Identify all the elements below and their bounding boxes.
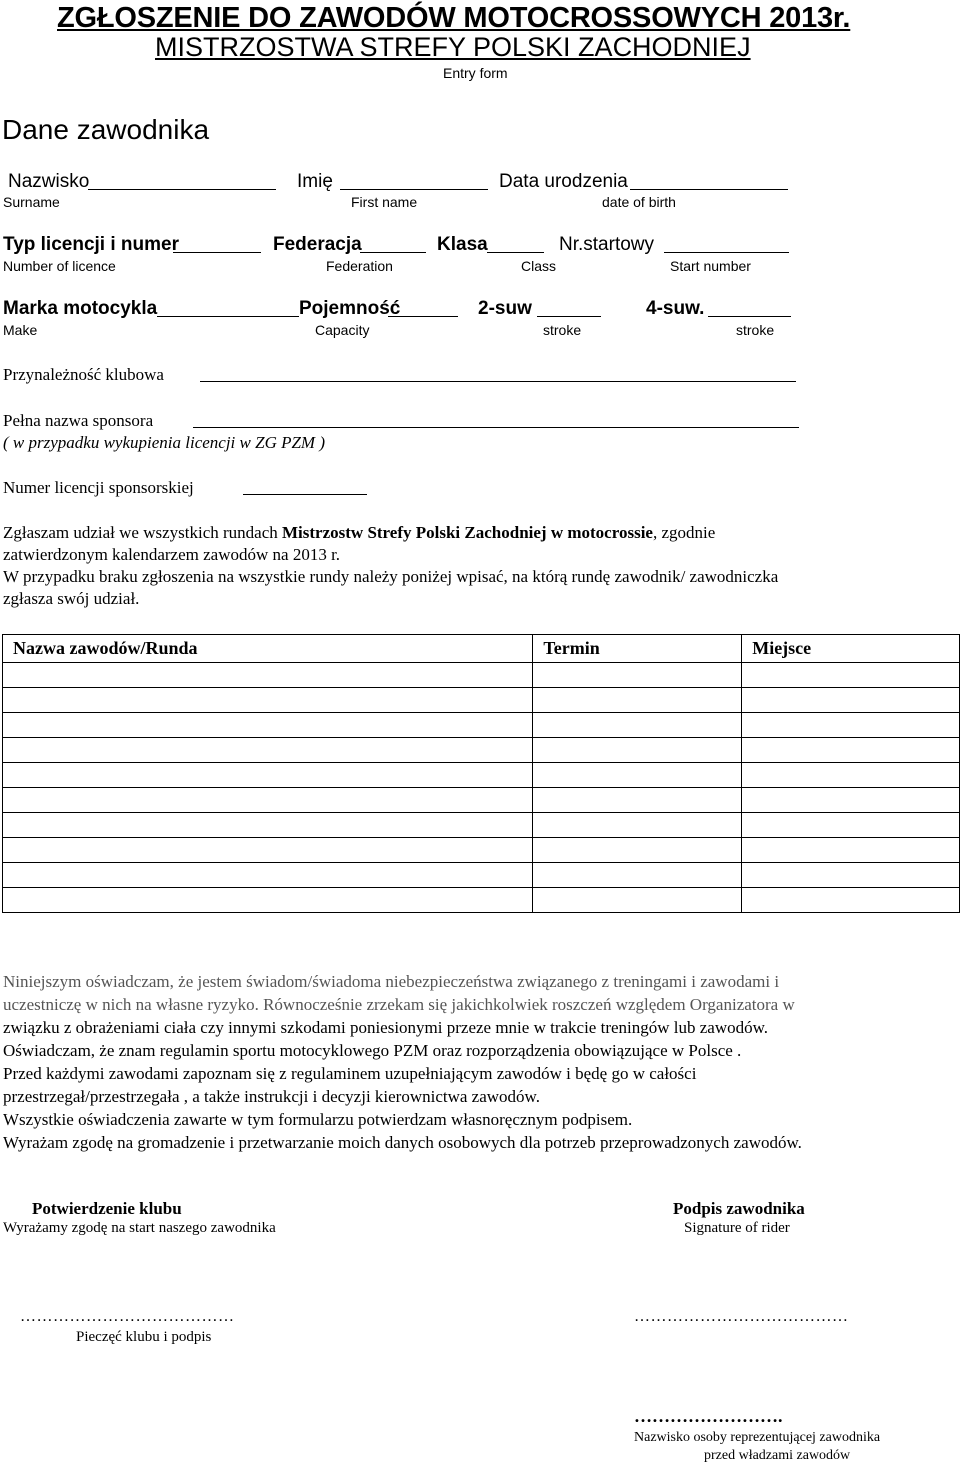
stamp-label: Pieczęć klubu i podpis xyxy=(76,1329,212,1345)
two-stroke-field[interactable] xyxy=(537,316,601,317)
surname-field[interactable] xyxy=(88,189,276,190)
table-row xyxy=(3,863,960,888)
first-name-label: Imię xyxy=(297,171,333,192)
table-row xyxy=(3,888,960,913)
declaration-text: Zgłaszam udział we wszystkich rundach Mistrzostw Strefy Polski Zachodniej w motocrossie, zgodnie zatwierdzonym kalendarzem zawodów na 2013 r. W przypadku braku zgłoszenia na wszystkie rundy należy poniżej wpisać, na którą rundę zawodnik/ zawodniczka zgłasza swój udział. xyxy=(3,523,779,608)
table-row xyxy=(3,788,960,813)
place-cell[interactable] xyxy=(742,788,960,813)
date-cell[interactable] xyxy=(533,763,742,788)
place-cell[interactable] xyxy=(742,838,960,863)
capacity-field[interactable] xyxy=(388,316,458,317)
table-row xyxy=(3,738,960,763)
date-cell[interactable] xyxy=(533,713,742,738)
statement-text: Niniejszym oświadczam, że jestem świadom/świadoma niebezpieczeństwa związanego z treningami i zawodami i uczestniczę w nich na własne ryzyko. Równocześnie zrzekam się jakichkolwiek roszczeń względem Organizatora w związku z obrażeniami ciała czy innymi szkodami poniesionymi przeze mnie w trakcie treningów lub zawodów. Oświadczam, że znam regulamin sportu motocyklowego PZM oraz rozporządzenia obowiązujące w Polsce . Przed każdymi zawodami zapoznam się z regulaminem uzupełniającym zawodów i będę go w całości przestrzegał/przestrzegała , a także instrukcji i decyzji kierownictwa zawodów. Wszystkie oświadczenia zawarte w tym formularzu potwierdzam własnoręcznym podpisem. Wyrażam zgodę na gromadzenie i przetwarzanie moich danych osobowych dla potrzeb przeprowadzonych zawodów. xyxy=(3,972,802,1152)
round-cell[interactable] xyxy=(3,663,533,688)
make-label: Marka motocykla xyxy=(3,298,158,319)
section-title: Dane zawodnika xyxy=(2,114,210,145)
rider-signature-title: Podpis zawodnika xyxy=(673,1199,805,1218)
birth-date-label: Data urodzenia xyxy=(499,171,628,192)
class-sub: Class xyxy=(521,258,557,274)
sponsor-licence-label: Numer licencji sponsorskiej xyxy=(3,478,194,497)
round-cell[interactable] xyxy=(3,763,533,788)
column-header-date: Termin xyxy=(533,635,742,663)
four-stroke-field[interactable] xyxy=(708,316,791,317)
place-cell[interactable] xyxy=(742,863,960,888)
two-stroke-sub: stroke xyxy=(543,322,582,338)
date-cell[interactable] xyxy=(533,788,742,813)
rider-signature-sub: Signature of rider xyxy=(684,1220,790,1236)
round-cell[interactable] xyxy=(3,863,533,888)
first-name-field[interactable] xyxy=(340,189,488,190)
column-header-place: Miejsce xyxy=(742,635,960,663)
licence-label: Typ licencji i numer xyxy=(3,234,179,255)
date-cell[interactable] xyxy=(533,863,742,888)
representative-label-2: przed władzami zawodów xyxy=(704,1448,851,1463)
club-confirmation-sub: Wyrażamy zgodę na start naszego zawodnika xyxy=(3,1220,276,1236)
birth-date-sub: date of birth xyxy=(602,194,676,210)
federation-label: Federacja xyxy=(273,234,362,255)
round-cell[interactable] xyxy=(3,738,533,763)
table-row xyxy=(3,838,960,863)
birth-date-field[interactable] xyxy=(630,189,788,190)
four-stroke-label: 4-suw. xyxy=(646,298,705,319)
class-label: Klasa xyxy=(437,234,488,255)
table-row xyxy=(3,688,960,713)
start-number-field[interactable] xyxy=(664,252,789,253)
round-cell[interactable] xyxy=(3,813,533,838)
entry-form-label: Entry form xyxy=(443,65,508,81)
start-number-label: Nr.startowy xyxy=(559,234,655,255)
rider-signature-line[interactable]: ………………………………… xyxy=(634,1308,849,1325)
date-cell[interactable] xyxy=(533,688,742,713)
date-cell[interactable] xyxy=(533,738,742,763)
two-stroke-label: 2-suw xyxy=(478,298,532,319)
surname-label: Nazwisko xyxy=(8,171,90,192)
representative-label: Nazwisko osoby reprezentującej zawodnika xyxy=(634,1430,881,1445)
place-cell[interactable] xyxy=(742,663,960,688)
place-cell[interactable] xyxy=(742,763,960,788)
table-row xyxy=(3,663,960,688)
place-cell[interactable] xyxy=(742,813,960,838)
federation-sub: Federation xyxy=(326,258,393,274)
sponsor-label: Pełna nazwa sponsora xyxy=(3,411,154,430)
form-subtitle: MISTRZOSTWA STREFY POLSKI ZACHODNIEJ xyxy=(155,32,751,62)
table-row xyxy=(3,713,960,738)
capacity-label: Pojemność xyxy=(299,298,401,319)
place-cell[interactable] xyxy=(742,738,960,763)
date-cell[interactable] xyxy=(533,813,742,838)
rounds-table xyxy=(2,634,960,913)
sponsor-note: ( w przypadku wykupienia licencji w ZG PZM ) xyxy=(3,433,326,452)
representative-name-line[interactable]: ……………………. xyxy=(634,1406,783,1426)
table-row xyxy=(3,763,960,788)
licence-sub: Number of licence xyxy=(3,258,116,274)
club-signature-line[interactable]: ………………………………… xyxy=(20,1308,235,1325)
place-cell[interactable] xyxy=(742,713,960,738)
table-row xyxy=(3,813,960,838)
sponsor-licence-field[interactable] xyxy=(243,494,367,495)
make-sub: Make xyxy=(3,322,38,338)
round-cell[interactable] xyxy=(3,688,533,713)
make-field[interactable] xyxy=(157,316,299,317)
round-cell[interactable] xyxy=(3,788,533,813)
form-title: ZGŁOSZENIE DO ZAWODÓW MOTOCROSSOWYCH 2013r. xyxy=(57,2,851,34)
round-cell[interactable] xyxy=(3,888,533,913)
round-cell[interactable] xyxy=(3,838,533,863)
federation-field[interactable] xyxy=(360,252,426,253)
place-cell[interactable] xyxy=(742,688,960,713)
sponsor-field[interactable] xyxy=(193,427,799,428)
place-cell[interactable] xyxy=(742,888,960,913)
date-cell[interactable] xyxy=(533,663,742,688)
round-cell[interactable] xyxy=(3,713,533,738)
column-header-round: Nazwa zawodów/Runda xyxy=(3,635,533,663)
four-stroke-sub: stroke xyxy=(736,322,775,338)
start-number-sub: Start number xyxy=(670,258,751,274)
date-cell[interactable] xyxy=(533,838,742,863)
table-header-row xyxy=(3,635,960,663)
club-confirmation-title: Potwierdzenie klubu xyxy=(32,1199,182,1218)
club-label: Przynależność klubowa xyxy=(3,365,164,384)
class-field[interactable] xyxy=(487,252,544,253)
licence-field[interactable] xyxy=(173,252,261,253)
capacity-sub: Capacity xyxy=(315,322,370,338)
first-name-sub: First name xyxy=(351,194,418,210)
surname-sub: Surname xyxy=(3,194,60,210)
date-cell[interactable] xyxy=(533,888,742,913)
club-field[interactable] xyxy=(200,381,796,382)
